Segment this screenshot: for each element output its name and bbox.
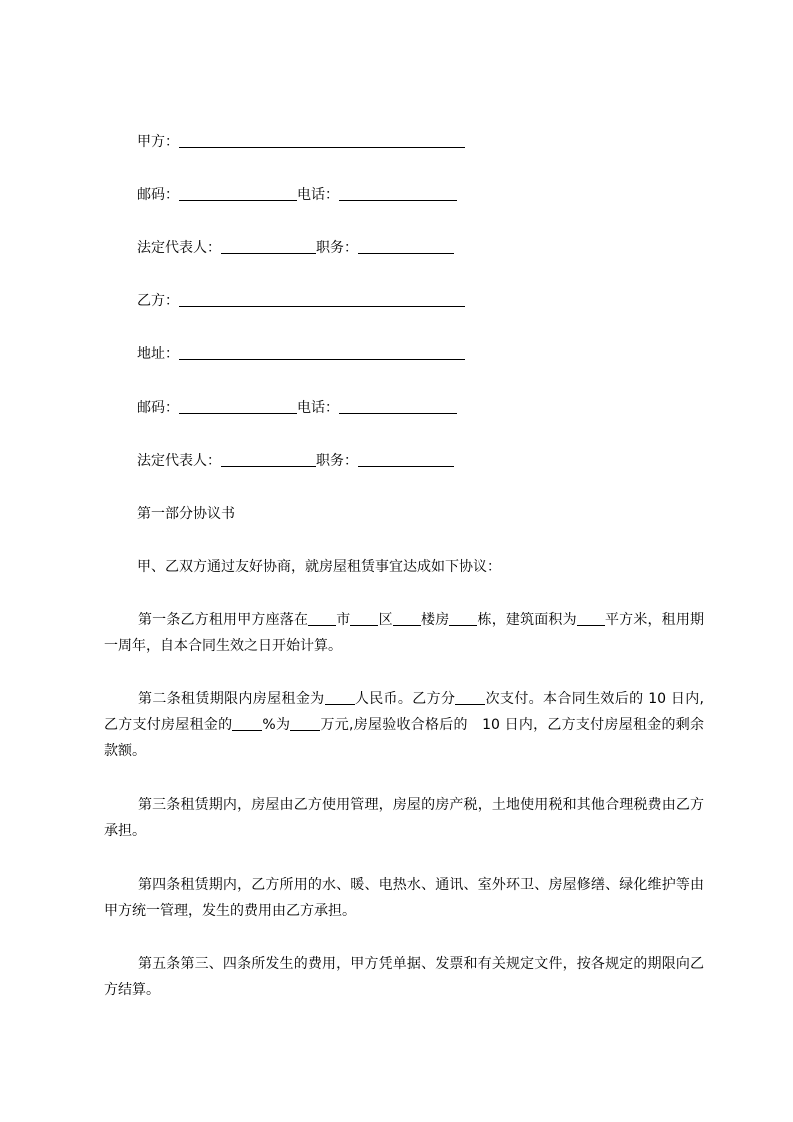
article-1-text: 栋，建筑面积为 bbox=[477, 612, 577, 628]
position-blank[interactable] bbox=[358, 239, 454, 254]
intro-text: 甲、乙双方通过友好协商，就房屋租赁事宜达成如下协议： bbox=[137, 559, 501, 575]
legal-rep-blank[interactable] bbox=[221, 239, 316, 254]
article-2-text: %为 bbox=[262, 717, 291, 733]
article-1-text: 楼房 bbox=[420, 612, 450, 628]
article-2-text: 万元,房屋验收合格后的 10 日内，乙方支付房屋租金的剩余款额。 bbox=[104, 717, 704, 759]
party-a-blank[interactable] bbox=[179, 133, 465, 148]
rent-blank[interactable] bbox=[325, 690, 355, 705]
position-label: 职务： bbox=[316, 240, 358, 256]
section-title: 第一部分协议书 bbox=[137, 506, 235, 522]
address-line bbox=[137, 344, 465, 364]
article-4: 第四条租赁期内，乙方所用的水、暖、电热水、通讯、室外环卫、房屋修缮、绿化维护等由甲方统一管理，发生的费用由乙方承担。 bbox=[104, 877, 704, 919]
party-b-blank[interactable] bbox=[179, 292, 465, 307]
legal-rep-blank[interactable] bbox=[221, 452, 316, 467]
building-blank[interactable] bbox=[393, 611, 421, 626]
district-blank[interactable] bbox=[350, 611, 378, 626]
party-a-line bbox=[137, 132, 465, 152]
party-b-line bbox=[137, 291, 465, 311]
article-1 bbox=[104, 607, 704, 659]
city-blank[interactable] bbox=[308, 611, 336, 626]
phone-label: 电话： bbox=[297, 187, 339, 203]
installments-blank[interactable] bbox=[455, 690, 485, 705]
article-1-text: 市 bbox=[336, 612, 351, 628]
phone-label: 电话： bbox=[297, 400, 339, 416]
address-blank[interactable] bbox=[179, 345, 465, 360]
article-2 bbox=[104, 686, 704, 764]
article-3: 第三条租赁期内，房屋由乙方使用管理，房屋的房产税，土地使用税和其他合理税费由乙方承担。 bbox=[104, 797, 704, 839]
postcode-blank[interactable] bbox=[179, 399, 297, 414]
postcode-blank[interactable] bbox=[179, 186, 297, 201]
position-blank[interactable] bbox=[358, 452, 454, 467]
party-b-label: 乙方： bbox=[137, 293, 179, 309]
article-1-text: 平方米，租用期一周年，自本合同生效之日开始计算。 bbox=[104, 612, 705, 654]
legal-rep-label: 法定代表人： bbox=[137, 240, 221, 256]
unit-blank[interactable] bbox=[449, 611, 477, 626]
legal-rep-line-1 bbox=[137, 238, 454, 258]
article-2-text: 第二条租赁期限内房屋租金为 bbox=[138, 691, 325, 707]
percent-blank[interactable] bbox=[232, 716, 262, 731]
article-1-text: 第一条乙方租用甲方座落在 bbox=[138, 612, 309, 628]
party-a-label: 甲方： bbox=[137, 134, 179, 150]
amount-blank[interactable] bbox=[290, 716, 320, 731]
phone-blank[interactable] bbox=[339, 186, 457, 201]
article-5: 第五条第三、四条所发生的费用，甲方凭单据、发票和有关规定文件，按各规定的期限向乙方结算。 bbox=[104, 956, 704, 998]
postcode-phone-line-1 bbox=[137, 185, 457, 205]
address-label: 地址： bbox=[137, 346, 179, 362]
area-blank[interactable] bbox=[577, 611, 605, 626]
article-2-text: 次支付。本合同生效后的 10 日内,乙方支付房屋租金的 bbox=[104, 691, 705, 733]
article-2-text: 人民币。乙方分 bbox=[354, 691, 456, 707]
legal-rep-line-2 bbox=[137, 451, 454, 471]
postcode-label: 邮码： bbox=[137, 400, 179, 416]
position-label: 职务： bbox=[316, 453, 358, 469]
legal-rep-label: 法定代表人： bbox=[137, 453, 221, 469]
phone-blank[interactable] bbox=[339, 399, 457, 414]
article-1-text: 区 bbox=[378, 612, 393, 628]
postcode-label: 邮码： bbox=[137, 187, 179, 203]
postcode-phone-line-2 bbox=[137, 398, 457, 418]
